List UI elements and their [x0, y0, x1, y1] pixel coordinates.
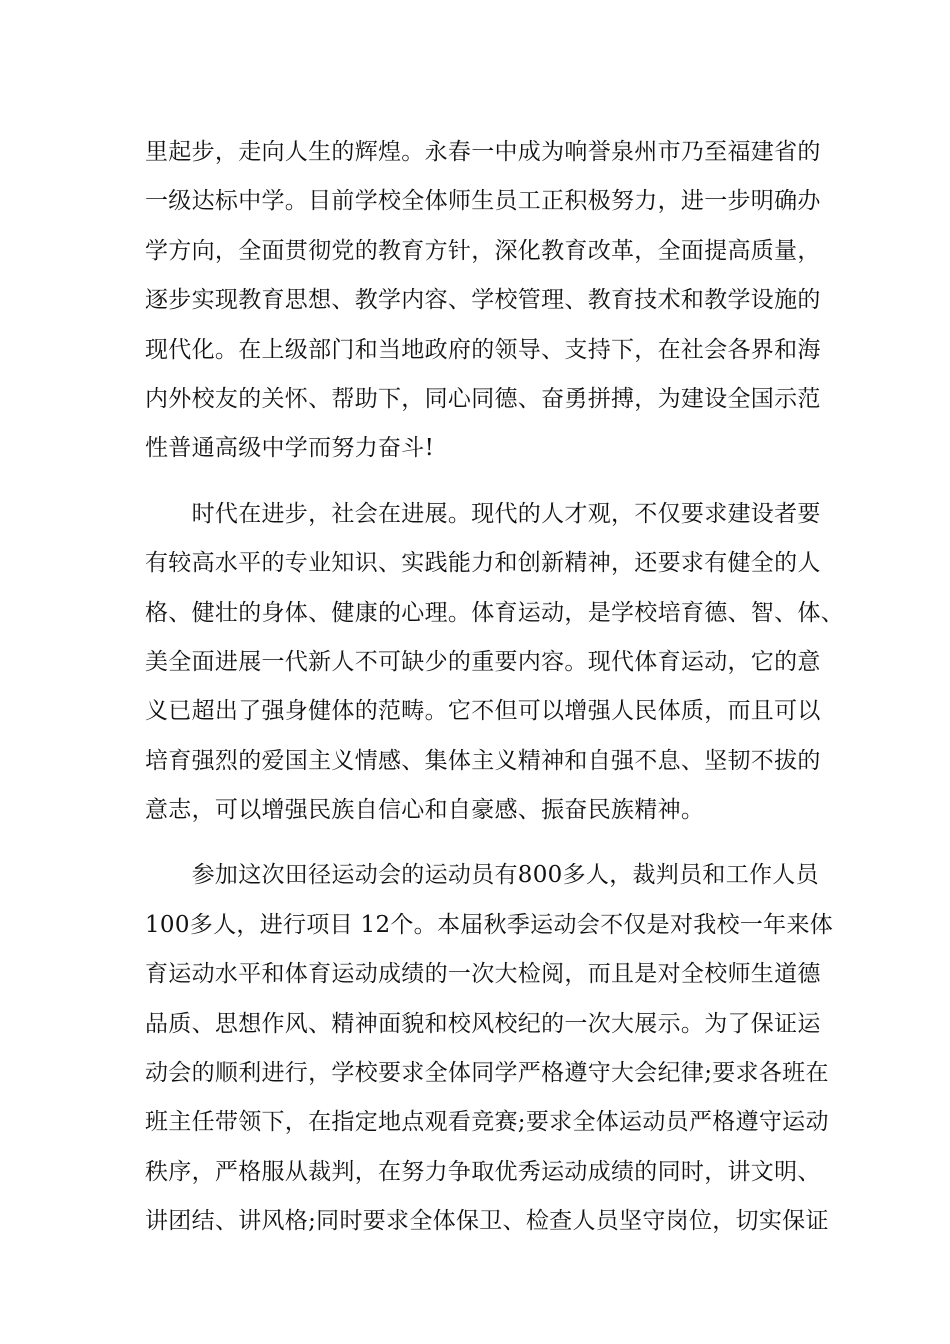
text-line: 内外校友的关怀、帮助下，同心同德、奋勇拼搏，为建设全国示范	[145, 385, 821, 412]
paragraph-1	[145, 128, 821, 474]
paragraph-3	[145, 851, 834, 1246]
paragraph-gap	[145, 835, 805, 851]
text-line: 秩序，严格服从裁判，在努力争取优秀运动成绩的同时，讲文明、	[145, 1158, 821, 1185]
text-line: 育运动水平和体育运动成绩的一次大检阅，而且是对全校师生道德	[145, 961, 821, 988]
text-line: 一级达标中学。目前学校全体师生员工正积极努力，进一步明确办	[145, 188, 821, 215]
text-line: 逐步实现教育思想、教学内容、学校管理、教育技术和教学设施的	[145, 287, 821, 314]
text-line: 义已超出了强身健体的范畴。它不但可以增强人民体质，而且可以	[145, 698, 821, 725]
text-line: 美全面进展一代新人不可缺少的重要内容。现代体育运动，它的意	[145, 648, 821, 675]
text-line: 时代在进步，社会在进展。现代的人才观，不仅要求建设者要	[145, 500, 821, 527]
text-line: 100多人，进行项目 12个。本届秋季运动会不仅是对我校一年来体	[145, 911, 834, 938]
text-line: 讲团结、讲风格;同时要求全体保卫、检查人员坚守岗位，切实保证	[145, 1208, 829, 1235]
text-line: 学方向，全面贯彻党的教育方针，深化教育改革，全面提高质量，	[145, 237, 821, 264]
text-line: 动会的顺利进行，学校要求全体同学严格遵守大会纪律;要求各班在	[145, 1060, 829, 1087]
text-line: 班主任带领下，在指定地点观看竞赛;要求全体运动员严格遵守运动	[145, 1109, 829, 1136]
text-line: 品质、思想作风、精神面貌和校风校纪的一次大展示。为了保证运	[145, 1010, 821, 1037]
text-line: 培育强烈的爱国主义情感、集体主义精神和自强不息、坚韧不拔的	[145, 747, 821, 774]
paragraph-gap	[145, 474, 805, 490]
paragraph-2	[145, 490, 844, 836]
text-line: 有较高水平的专业知识、实践能力和创新精神，还要求有健全的人	[145, 550, 821, 577]
text-line: 性普通高级中学而努力奋斗!	[145, 435, 435, 462]
text-line: 里起步，走向人生的辉煌。永春一中成为响誉泉州市乃至福建省的	[145, 139, 821, 165]
text-line: 格、健壮的身体、健康的心理。体育运动，是学校培育德、智、体、	[145, 599, 844, 626]
text-line: 参加这次田径运动会的运动员有800多人，裁判员和工作人员	[145, 862, 819, 889]
text-line: 意志，可以增强民族自信心和自豪感、振奋民族精神。	[145, 797, 705, 824]
body-text	[145, 128, 844, 1247]
text-line: 现代化。在上级部门和当地政府的领导、支持下，在社会各界和海	[145, 336, 821, 363]
